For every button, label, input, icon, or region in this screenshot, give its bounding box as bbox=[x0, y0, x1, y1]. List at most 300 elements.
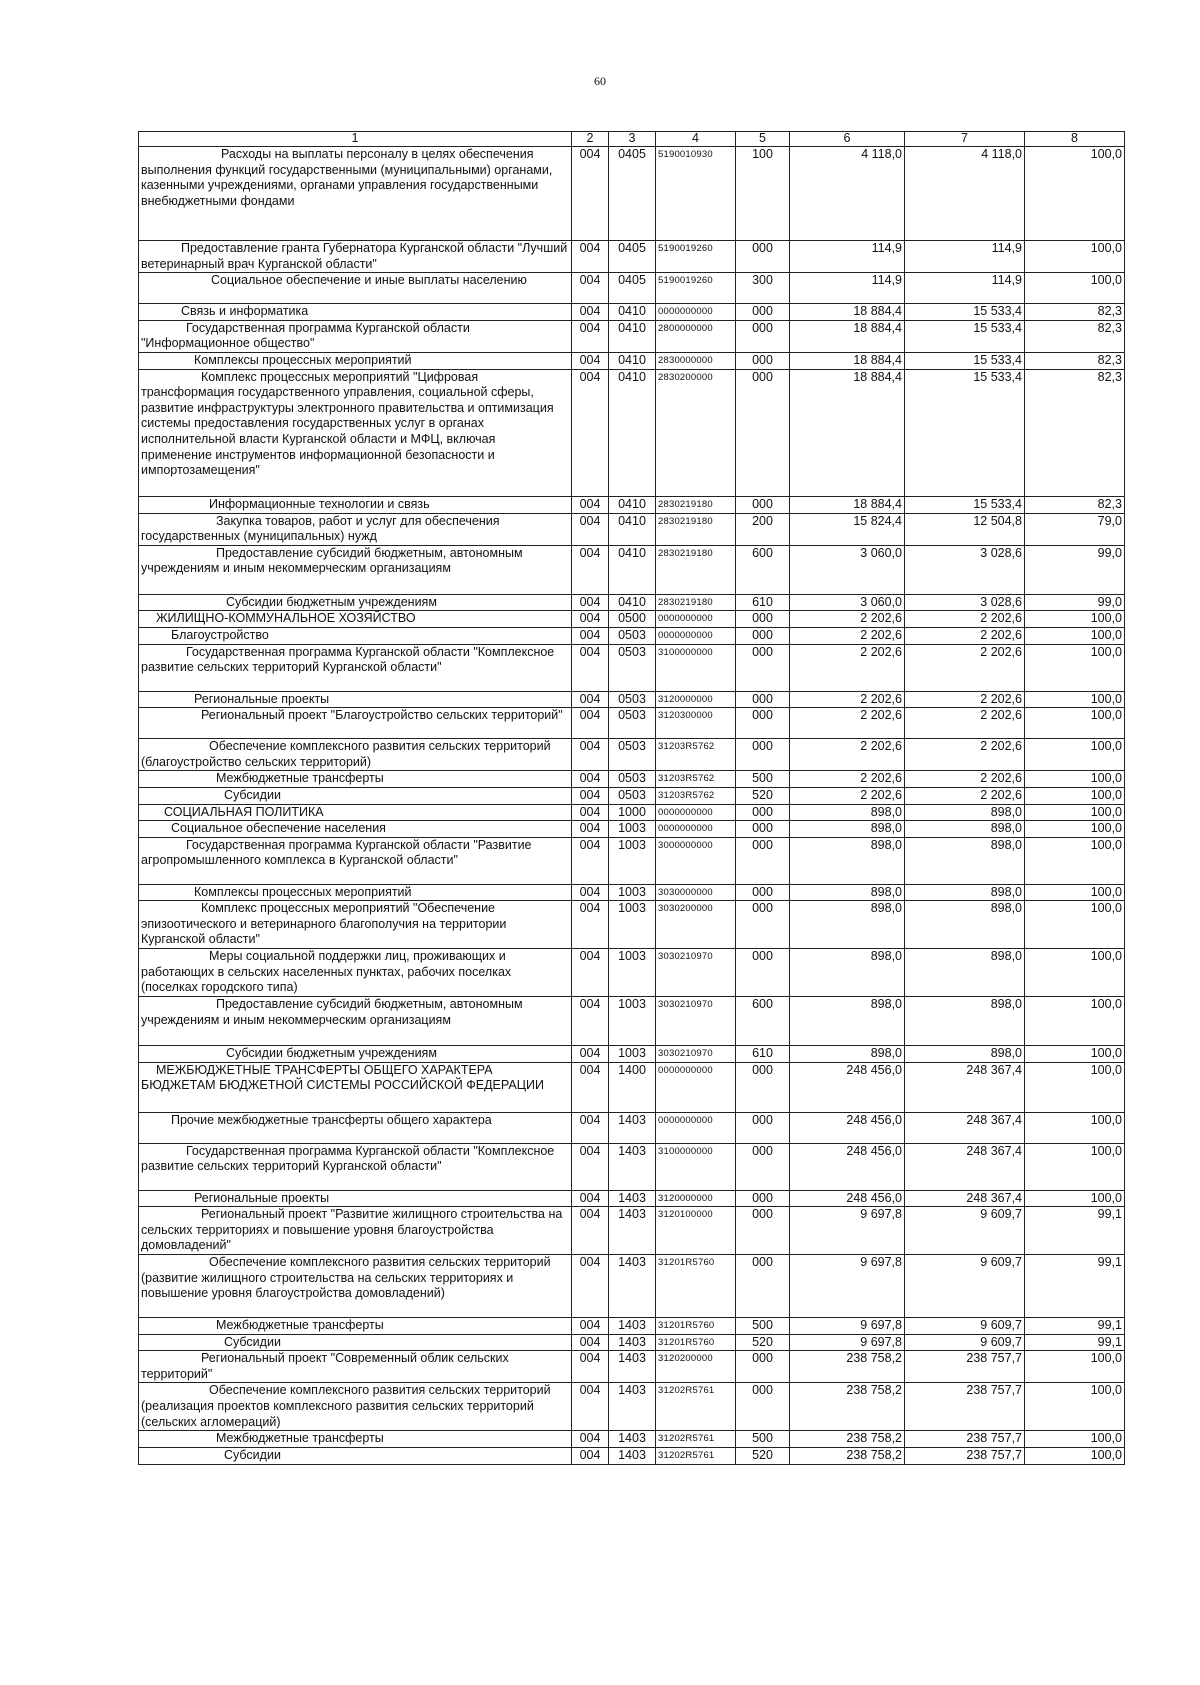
cell-c5: 600 bbox=[736, 545, 790, 594]
cell-c7: 2 202,6 bbox=[905, 787, 1025, 804]
row-name: Субсидии bbox=[139, 1448, 572, 1465]
cell-c7: 9 609,7 bbox=[905, 1318, 1025, 1335]
cell-c8: 100,0 bbox=[1025, 1143, 1125, 1190]
cell-c2: 004 bbox=[572, 369, 609, 496]
cell-c6: 3 060,0 bbox=[790, 594, 905, 611]
cell-c8: 100,0 bbox=[1025, 901, 1125, 949]
cell-c6: 898,0 bbox=[790, 884, 905, 901]
cell-c4: 0000000000 bbox=[656, 304, 736, 321]
cell-c2: 004 bbox=[572, 1431, 609, 1448]
cell-c6: 898,0 bbox=[790, 837, 905, 884]
row-name: Благоустройство bbox=[139, 627, 572, 644]
cell-c3: 1403 bbox=[609, 1383, 656, 1431]
cell-c4: 2830219180 bbox=[656, 513, 736, 545]
cell-c7: 15 533,4 bbox=[905, 352, 1025, 369]
cell-c5: 000 bbox=[736, 496, 790, 513]
table-row bbox=[139, 594, 1125, 611]
row-name: Государственная программа Курганской области "Комплексное развитие сельских территорий Курганской области" bbox=[139, 644, 572, 691]
cell-c2: 004 bbox=[572, 352, 609, 369]
row-name: Региональные проекты bbox=[139, 1190, 572, 1207]
cell-c3: 0410 bbox=[609, 545, 656, 594]
column-header: 1 bbox=[139, 132, 572, 147]
cell-c4: 31202R5761 bbox=[656, 1383, 736, 1431]
cell-c6: 3 060,0 bbox=[790, 545, 905, 594]
cell-c6: 18 884,4 bbox=[790, 304, 905, 321]
row-name: Комплексы процессных мероприятий bbox=[139, 352, 572, 369]
cell-c2: 004 bbox=[572, 1143, 609, 1190]
cell-c3: 0503 bbox=[609, 627, 656, 644]
cell-c7: 9 609,7 bbox=[905, 1334, 1025, 1351]
cell-c5: 610 bbox=[736, 594, 790, 611]
cell-c4: 31203R5762 bbox=[656, 787, 736, 804]
row-name: Расходы на выплаты персоналу в целях обеспечения выполнения функций государственными (муниципальными) органами, казенными учреждениями, органами управления государственными внебюджетными фондами bbox=[139, 147, 572, 241]
cell-c8: 100,0 bbox=[1025, 1046, 1125, 1063]
cell-c3: 0410 bbox=[609, 594, 656, 611]
cell-c2: 004 bbox=[572, 1046, 609, 1063]
cell-c6: 898,0 bbox=[790, 804, 905, 821]
cell-c8: 99,1 bbox=[1025, 1207, 1125, 1255]
cell-c8: 100,0 bbox=[1025, 804, 1125, 821]
cell-c7: 9 609,7 bbox=[905, 1207, 1025, 1255]
cell-c2: 004 bbox=[572, 739, 609, 771]
cell-c6: 898,0 bbox=[790, 901, 905, 949]
cell-c2: 004 bbox=[572, 997, 609, 1046]
cell-c8: 100,0 bbox=[1025, 1112, 1125, 1143]
table-row bbox=[139, 1112, 1125, 1143]
cell-c2: 004 bbox=[572, 1334, 609, 1351]
cell-c4: 3030210970 bbox=[656, 1046, 736, 1063]
cell-c8: 79,0 bbox=[1025, 513, 1125, 545]
cell-c7: 12 504,8 bbox=[905, 513, 1025, 545]
cell-c7: 898,0 bbox=[905, 1046, 1025, 1063]
cell-c5: 000 bbox=[736, 949, 790, 997]
cell-c4: 5190019260 bbox=[656, 273, 736, 304]
table-row bbox=[139, 1046, 1125, 1063]
table-row bbox=[139, 352, 1125, 369]
cell-c3: 0503 bbox=[609, 771, 656, 788]
cell-c5: 000 bbox=[736, 644, 790, 691]
row-name: Государственная программа Курганской области "Развитие агропромышленного комплекса в Курганской области" bbox=[139, 837, 572, 884]
cell-c4: 5190010930 bbox=[656, 147, 736, 241]
cell-c8: 100,0 bbox=[1025, 611, 1125, 628]
cell-c5: 600 bbox=[736, 997, 790, 1046]
cell-c3: 0405 bbox=[609, 147, 656, 241]
cell-c3: 0503 bbox=[609, 644, 656, 691]
cell-c4: 5190019260 bbox=[656, 241, 736, 273]
cell-c2: 004 bbox=[572, 611, 609, 628]
cell-c5: 000 bbox=[736, 884, 790, 901]
cell-c2: 004 bbox=[572, 496, 609, 513]
table-row bbox=[139, 691, 1125, 708]
cell-c2: 004 bbox=[572, 787, 609, 804]
cell-c8: 99,1 bbox=[1025, 1318, 1125, 1335]
cell-c6: 18 884,4 bbox=[790, 320, 905, 352]
cell-c2: 004 bbox=[572, 1062, 609, 1112]
table-row bbox=[139, 147, 1125, 241]
cell-c5: 000 bbox=[736, 352, 790, 369]
row-name: Связь и информатика bbox=[139, 304, 572, 321]
cell-c7: 15 533,4 bbox=[905, 304, 1025, 321]
table-row bbox=[139, 611, 1125, 628]
table-row bbox=[139, 1062, 1125, 1112]
cell-c6: 18 884,4 bbox=[790, 369, 905, 496]
row-name: Межбюджетные трансферты bbox=[139, 1318, 572, 1335]
row-name: Субсидии bbox=[139, 1334, 572, 1351]
cell-c2: 004 bbox=[572, 147, 609, 241]
cell-c2: 004 bbox=[572, 241, 609, 273]
cell-c7: 3 028,6 bbox=[905, 594, 1025, 611]
cell-c6: 2 202,6 bbox=[790, 739, 905, 771]
cell-c3: 0503 bbox=[609, 691, 656, 708]
cell-c6: 248 456,0 bbox=[790, 1112, 905, 1143]
cell-c7: 2 202,6 bbox=[905, 611, 1025, 628]
table-row bbox=[139, 1448, 1125, 1465]
cell-c5: 000 bbox=[736, 901, 790, 949]
cell-c8: 100,0 bbox=[1025, 691, 1125, 708]
cell-c2: 004 bbox=[572, 901, 609, 949]
table-row bbox=[139, 804, 1125, 821]
cell-c4: 3100000000 bbox=[656, 644, 736, 691]
cell-c4: 2830000000 bbox=[656, 352, 736, 369]
cell-c3: 0410 bbox=[609, 496, 656, 513]
cell-c7: 15 533,4 bbox=[905, 496, 1025, 513]
cell-c5: 000 bbox=[736, 691, 790, 708]
cell-c3: 0503 bbox=[609, 787, 656, 804]
cell-c3: 1003 bbox=[609, 884, 656, 901]
budget-table bbox=[138, 131, 1125, 1465]
table-row bbox=[139, 545, 1125, 594]
cell-c4: 31202R5761 bbox=[656, 1448, 736, 1465]
cell-c8: 100,0 bbox=[1025, 1431, 1125, 1448]
cell-c5: 500 bbox=[736, 1318, 790, 1335]
cell-c2: 004 bbox=[572, 644, 609, 691]
cell-c7: 2 202,6 bbox=[905, 644, 1025, 691]
cell-c2: 004 bbox=[572, 1383, 609, 1431]
table-row bbox=[139, 1190, 1125, 1207]
table-row bbox=[139, 739, 1125, 771]
cell-c8: 100,0 bbox=[1025, 1448, 1125, 1465]
cell-c6: 114,9 bbox=[790, 273, 905, 304]
cell-c7: 898,0 bbox=[905, 821, 1025, 838]
cell-c6: 238 758,2 bbox=[790, 1448, 905, 1465]
cell-c7: 898,0 bbox=[905, 884, 1025, 901]
row-name: Прочие межбюджетные трансферты общего характера bbox=[139, 1112, 572, 1143]
cell-c8: 82,3 bbox=[1025, 352, 1125, 369]
cell-c4: 3120300000 bbox=[656, 708, 736, 739]
cell-c6: 18 884,4 bbox=[790, 496, 905, 513]
table-row bbox=[139, 1383, 1125, 1431]
table-row bbox=[139, 1255, 1125, 1318]
cell-c2: 004 bbox=[572, 691, 609, 708]
cell-c3: 1003 bbox=[609, 1046, 656, 1063]
cell-c5: 000 bbox=[736, 804, 790, 821]
column-header: 7 bbox=[905, 132, 1025, 147]
cell-c7: 2 202,6 bbox=[905, 691, 1025, 708]
row-name: Обеспечение комплексного развития сельских территорий (развитие жилищного строительства на сельских территориях и повышение уровня благоустройства домовладений) bbox=[139, 1255, 572, 1318]
cell-c5: 520 bbox=[736, 1334, 790, 1351]
row-name: Предоставление субсидий бюджетным, автономным учреждениям и иным некоммерческим организациям bbox=[139, 545, 572, 594]
cell-c5: 520 bbox=[736, 787, 790, 804]
cell-c3: 1403 bbox=[609, 1351, 656, 1383]
cell-c8: 100,0 bbox=[1025, 771, 1125, 788]
cell-c8: 100,0 bbox=[1025, 1062, 1125, 1112]
cell-c8: 100,0 bbox=[1025, 884, 1125, 901]
cell-c7: 15 533,4 bbox=[905, 369, 1025, 496]
cell-c7: 248 367,4 bbox=[905, 1190, 1025, 1207]
cell-c6: 238 758,2 bbox=[790, 1383, 905, 1431]
cell-c7: 114,9 bbox=[905, 241, 1025, 273]
row-name: Региональный проект "Современный облик сельских территорий" bbox=[139, 1351, 572, 1383]
cell-c2: 004 bbox=[572, 821, 609, 838]
cell-c8: 100,0 bbox=[1025, 1351, 1125, 1383]
cell-c2: 004 bbox=[572, 1112, 609, 1143]
column-header: 4 bbox=[656, 132, 736, 147]
cell-c5: 200 bbox=[736, 513, 790, 545]
cell-c4: 3120100000 bbox=[656, 1207, 736, 1255]
cell-c4: 0000000000 bbox=[656, 611, 736, 628]
cell-c2: 004 bbox=[572, 627, 609, 644]
row-name: Государственная программа Курганской области "Информационное общество" bbox=[139, 320, 572, 352]
cell-c4: 0000000000 bbox=[656, 1062, 736, 1112]
table-body bbox=[139, 147, 1125, 1465]
cell-c3: 1403 bbox=[609, 1318, 656, 1335]
cell-c6: 2 202,6 bbox=[790, 611, 905, 628]
table-row bbox=[139, 708, 1125, 739]
page-number: 60 bbox=[594, 74, 606, 88]
table-row bbox=[139, 241, 1125, 273]
cell-c5: 000 bbox=[736, 611, 790, 628]
cell-c3: 1403 bbox=[609, 1255, 656, 1318]
cell-c2: 004 bbox=[572, 771, 609, 788]
table-row bbox=[139, 644, 1125, 691]
cell-c7: 2 202,6 bbox=[905, 771, 1025, 788]
table-row bbox=[139, 304, 1125, 321]
cell-c3: 1400 bbox=[609, 1062, 656, 1112]
row-name: Комплексы процессных мероприятий bbox=[139, 884, 572, 901]
cell-c5: 000 bbox=[736, 1383, 790, 1431]
row-name: Закупка товаров, работ и услуг для обеспечения государственных (муниципальных) нужд bbox=[139, 513, 572, 545]
cell-c2: 004 bbox=[572, 513, 609, 545]
cell-c3: 0405 bbox=[609, 273, 656, 304]
cell-c8: 82,3 bbox=[1025, 496, 1125, 513]
cell-c2: 004 bbox=[572, 1318, 609, 1335]
cell-c5: 610 bbox=[736, 1046, 790, 1063]
table-row bbox=[139, 1351, 1125, 1383]
cell-c4: 3030210970 bbox=[656, 949, 736, 997]
cell-c3: 0410 bbox=[609, 513, 656, 545]
cell-c3: 1003 bbox=[609, 997, 656, 1046]
row-name: Комплекс процессных мероприятий "Цифровая трансформация государственного управления, социальной сферы, развитие инфраструктуры электронного правительства и оптимизация системы предоставления государственных услуг в органах исполнительной власти Курганской области и МФЦ, включая применение инструментов информационной безопасности и импортозамещения" bbox=[139, 369, 572, 496]
cell-c8: 82,3 bbox=[1025, 304, 1125, 321]
cell-c6: 9 697,8 bbox=[790, 1318, 905, 1335]
cell-c5: 000 bbox=[736, 1255, 790, 1318]
cell-c6: 2 202,6 bbox=[790, 771, 905, 788]
cell-c6: 4 118,0 bbox=[790, 147, 905, 241]
cell-c4: 0000000000 bbox=[656, 821, 736, 838]
table-row bbox=[139, 627, 1125, 644]
table-row bbox=[139, 771, 1125, 788]
cell-c6: 2 202,6 bbox=[790, 787, 905, 804]
row-name: Предоставление субсидий бюджетным, автономным учреждениям и иным некоммерческим организациям bbox=[139, 997, 572, 1046]
cell-c3: 1003 bbox=[609, 821, 656, 838]
cell-c8: 100,0 bbox=[1025, 241, 1125, 273]
cell-c5: 000 bbox=[736, 320, 790, 352]
cell-c5: 000 bbox=[736, 241, 790, 273]
column-header: 5 bbox=[736, 132, 790, 147]
row-name: Меры социальной поддержки лиц, проживающих и работающих в сельских населенных пунктах, рабочих поселках (поселках городского типа) bbox=[139, 949, 572, 997]
table-row bbox=[139, 1207, 1125, 1255]
cell-c4: 2830219180 bbox=[656, 545, 736, 594]
row-name: Субсидии bbox=[139, 787, 572, 804]
cell-c7: 248 367,4 bbox=[905, 1112, 1025, 1143]
cell-c8: 100,0 bbox=[1025, 949, 1125, 997]
cell-c8: 82,3 bbox=[1025, 320, 1125, 352]
column-header: 2 bbox=[572, 132, 609, 147]
cell-c8: 100,0 bbox=[1025, 627, 1125, 644]
cell-c6: 238 758,2 bbox=[790, 1351, 905, 1383]
cell-c2: 004 bbox=[572, 320, 609, 352]
row-name: Комплекс процессных мероприятий "Обеспечение эпизоотического и ветеринарного благополучия на территории Курганской области" bbox=[139, 901, 572, 949]
cell-c5: 000 bbox=[736, 837, 790, 884]
cell-c8: 100,0 bbox=[1025, 1190, 1125, 1207]
cell-c5: 000 bbox=[736, 627, 790, 644]
table-row bbox=[139, 1431, 1125, 1448]
table-row bbox=[139, 821, 1125, 838]
cell-c4: 31201R5760 bbox=[656, 1318, 736, 1335]
cell-c3: 0410 bbox=[609, 352, 656, 369]
cell-c8: 100,0 bbox=[1025, 708, 1125, 739]
cell-c3: 1003 bbox=[609, 901, 656, 949]
cell-c2: 004 bbox=[572, 837, 609, 884]
cell-c5: 500 bbox=[736, 1431, 790, 1448]
cell-c5: 000 bbox=[736, 1062, 790, 1112]
cell-c4: 3120200000 bbox=[656, 1351, 736, 1383]
cell-c5: 000 bbox=[736, 821, 790, 838]
row-name: Информационные технологии и связь bbox=[139, 496, 572, 513]
cell-c4: 31201R5760 bbox=[656, 1255, 736, 1318]
table-row bbox=[139, 997, 1125, 1046]
cell-c5: 000 bbox=[736, 1143, 790, 1190]
cell-c3: 1403 bbox=[609, 1143, 656, 1190]
column-header: 6 bbox=[790, 132, 905, 147]
cell-c7: 238 757,7 bbox=[905, 1448, 1025, 1465]
cell-c4: 2830219180 bbox=[656, 496, 736, 513]
cell-c2: 004 bbox=[572, 804, 609, 821]
cell-c6: 2 202,6 bbox=[790, 691, 905, 708]
table-row bbox=[139, 273, 1125, 304]
cell-c7: 3 028,6 bbox=[905, 545, 1025, 594]
cell-c4: 3030200000 bbox=[656, 901, 736, 949]
cell-c8: 99,1 bbox=[1025, 1334, 1125, 1351]
table-row bbox=[139, 884, 1125, 901]
cell-c8: 82,3 bbox=[1025, 369, 1125, 496]
cell-c2: 004 bbox=[572, 884, 609, 901]
cell-c6: 898,0 bbox=[790, 821, 905, 838]
cell-c6: 9 697,8 bbox=[790, 1255, 905, 1318]
cell-c4: 31201R5760 bbox=[656, 1334, 736, 1351]
cell-c5: 000 bbox=[736, 739, 790, 771]
cell-c5: 000 bbox=[736, 369, 790, 496]
row-name: Региональный проект "Благоустройство сельских территорий" bbox=[139, 708, 572, 739]
row-name: Региональные проекты bbox=[139, 691, 572, 708]
cell-c6: 2 202,6 bbox=[790, 644, 905, 691]
cell-c8: 100,0 bbox=[1025, 147, 1125, 241]
cell-c7: 898,0 bbox=[905, 901, 1025, 949]
cell-c4: 3120000000 bbox=[656, 1190, 736, 1207]
cell-c6: 898,0 bbox=[790, 997, 905, 1046]
cell-c6: 248 456,0 bbox=[790, 1062, 905, 1112]
cell-c5: 000 bbox=[736, 708, 790, 739]
cell-c4: 3120000000 bbox=[656, 691, 736, 708]
row-name: Государственная программа Курганской области "Комплексное развитие сельских территорий Курганской области" bbox=[139, 1143, 572, 1190]
cell-c3: 1000 bbox=[609, 804, 656, 821]
cell-c8: 100,0 bbox=[1025, 821, 1125, 838]
cell-c4: 3030210970 bbox=[656, 997, 736, 1046]
cell-c3: 1403 bbox=[609, 1207, 656, 1255]
table-row bbox=[139, 949, 1125, 997]
cell-c5: 520 bbox=[736, 1448, 790, 1465]
cell-c7: 238 757,7 bbox=[905, 1431, 1025, 1448]
cell-c7: 898,0 bbox=[905, 997, 1025, 1046]
row-name: Региональный проект "Развитие жилищного строительства на сельских территориях и повышение уровня благоустройства домовладений" bbox=[139, 1207, 572, 1255]
row-name: Социальное обеспечение населения bbox=[139, 821, 572, 838]
cell-c4: 3100000000 bbox=[656, 1143, 736, 1190]
table-row bbox=[139, 496, 1125, 513]
cell-c3: 1403 bbox=[609, 1431, 656, 1448]
cell-c7: 248 367,4 bbox=[905, 1143, 1025, 1190]
cell-c3: 0410 bbox=[609, 369, 656, 496]
table-row bbox=[139, 1143, 1125, 1190]
cell-c4: 0000000000 bbox=[656, 1112, 736, 1143]
cell-c3: 0410 bbox=[609, 320, 656, 352]
cell-c2: 004 bbox=[572, 304, 609, 321]
cell-c4: 31203R5762 bbox=[656, 739, 736, 771]
cell-c8: 99,0 bbox=[1025, 545, 1125, 594]
table-row bbox=[139, 320, 1125, 352]
cell-c7: 2 202,6 bbox=[905, 739, 1025, 771]
cell-c4: 3000000000 bbox=[656, 837, 736, 884]
cell-c6: 15 824,4 bbox=[790, 513, 905, 545]
cell-c6: 238 758,2 bbox=[790, 1431, 905, 1448]
cell-c6: 18 884,4 bbox=[790, 352, 905, 369]
cell-c7: 114,9 bbox=[905, 273, 1025, 304]
cell-c4: 0000000000 bbox=[656, 627, 736, 644]
cell-c4: 31202R5761 bbox=[656, 1431, 736, 1448]
cell-c3: 1403 bbox=[609, 1448, 656, 1465]
cell-c4: 3030000000 bbox=[656, 884, 736, 901]
cell-c3: 1403 bbox=[609, 1112, 656, 1143]
cell-c7: 898,0 bbox=[905, 837, 1025, 884]
cell-c8: 99,0 bbox=[1025, 594, 1125, 611]
table-row bbox=[139, 901, 1125, 949]
cell-c3: 1003 bbox=[609, 837, 656, 884]
cell-c7: 248 367,4 bbox=[905, 1062, 1025, 1112]
cell-c6: 248 456,0 bbox=[790, 1143, 905, 1190]
cell-c4: 0000000000 bbox=[656, 804, 736, 821]
cell-c5: 000 bbox=[736, 304, 790, 321]
cell-c6: 9 697,8 bbox=[790, 1207, 905, 1255]
cell-c6: 898,0 bbox=[790, 1046, 905, 1063]
table-row bbox=[139, 787, 1125, 804]
cell-c8: 100,0 bbox=[1025, 837, 1125, 884]
cell-c3: 1403 bbox=[609, 1334, 656, 1351]
cell-c5: 300 bbox=[736, 273, 790, 304]
cell-c2: 004 bbox=[572, 273, 609, 304]
row-name: Социальное обеспечение и иные выплаты населению bbox=[139, 273, 572, 304]
row-name: Субсидии бюджетным учреждениям bbox=[139, 594, 572, 611]
row-name: Межбюджетные трансферты bbox=[139, 771, 572, 788]
cell-c2: 004 bbox=[572, 1448, 609, 1465]
